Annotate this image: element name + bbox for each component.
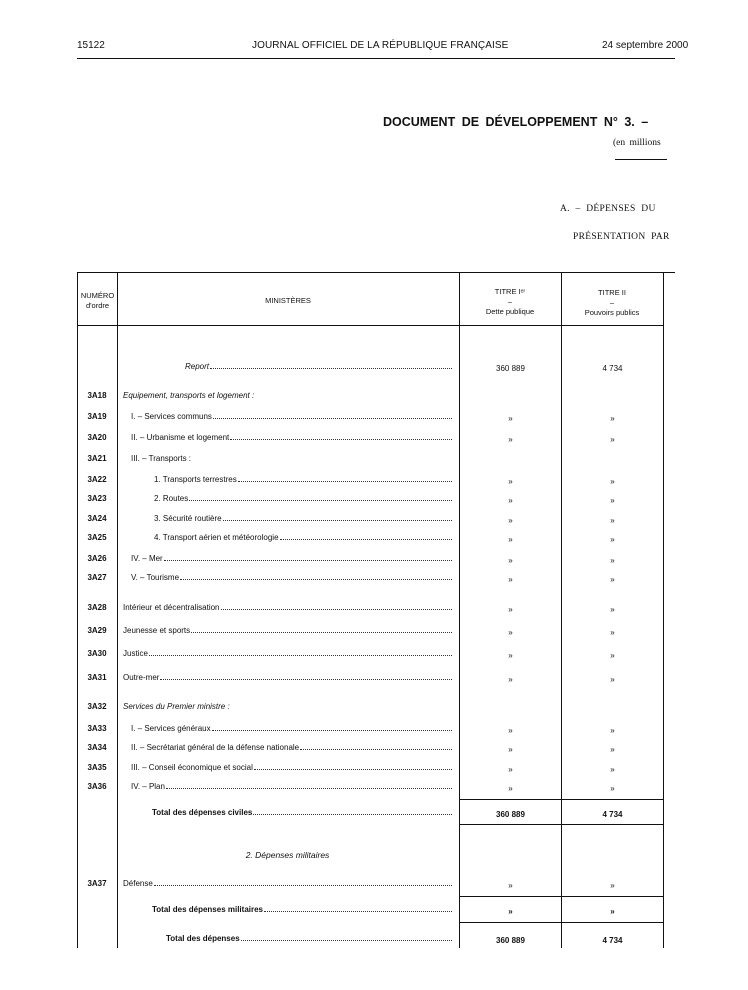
- row-code: 3A31: [87, 673, 107, 682]
- leader-dots: [241, 940, 452, 941]
- total-militaires-top-rule: [459, 896, 663, 897]
- row-code: 3A33: [87, 724, 107, 733]
- cell-titre2: »: [610, 575, 615, 584]
- row-label-text: I. – Services généraux: [131, 724, 211, 733]
- header-titre2-sub: Pouvoirs publics: [584, 308, 640, 317]
- leader-dots: [223, 520, 452, 521]
- units-rule: [615, 159, 667, 160]
- leader-dots: [238, 481, 452, 482]
- cell-titre2: 4 734: [602, 936, 623, 945]
- cell-titre1: »: [508, 477, 513, 486]
- leader-dots: [264, 911, 452, 912]
- row-label-text: 4. Transport aérien et météorologie: [154, 533, 279, 542]
- cell-titre2: »: [610, 477, 615, 486]
- row-label: [123, 673, 452, 682]
- cell-titre1: »: [508, 535, 513, 544]
- row-label: [131, 763, 452, 772]
- cell-titre1: 360 889: [496, 364, 525, 373]
- table-header-rule: [77, 325, 663, 326]
- row-label: [118, 850, 458, 860]
- leader-dots: [230, 439, 452, 440]
- row-code: 3A29: [87, 626, 107, 635]
- row-label: [123, 603, 452, 612]
- cell-titre1: »: [508, 726, 513, 735]
- cell-titre1: »: [508, 605, 513, 614]
- row-label: [154, 475, 452, 484]
- cell-titre2: »: [610, 435, 615, 444]
- row-code: 3A36: [87, 782, 107, 791]
- cell-titre1: »: [508, 575, 513, 584]
- journal-title: JOURNAL OFFICIEL DE LA RÉPUBLIQUE FRANÇAISE: [252, 40, 509, 51]
- document-title: DOCUMENT DE DÉVELOPPEMENT N° 3. –: [383, 115, 649, 129]
- section-title: A. – DÉPENSES DU: [560, 204, 656, 214]
- leader-dots: [191, 632, 452, 633]
- row-code: 3A23: [87, 494, 107, 503]
- row-label-text: Outre-mer: [123, 673, 160, 682]
- units-note: (en millions: [613, 138, 661, 148]
- cell-titre2: 4 734: [602, 810, 623, 819]
- cell-titre1: »: [508, 675, 513, 684]
- row-label: [123, 391, 452, 400]
- row-code: 3A19: [87, 412, 107, 421]
- cell-titre1: »: [508, 435, 513, 444]
- row-label-text: 1. Transports terrestres: [154, 475, 237, 484]
- row-code: 3A20: [87, 433, 107, 442]
- cell-titre2: »: [610, 535, 615, 544]
- leader-dots: [221, 609, 453, 610]
- leader-dots: [180, 579, 452, 580]
- cell-titre1: »: [508, 651, 513, 660]
- row-label-text: Equipement, transports et logement :: [123, 391, 255, 400]
- header-titre2-dash: –: [609, 298, 615, 307]
- row-label-text: Intérieur et décentralisation: [123, 603, 220, 612]
- leader-dots: [212, 730, 452, 731]
- row-label-text: 2. Dépenses militaires: [245, 850, 330, 860]
- row-label-text: Report: [185, 362, 210, 371]
- row-code: 3A37: [87, 879, 107, 888]
- row-label-text: III. – Transports :: [131, 454, 192, 463]
- leader-dots: [254, 769, 452, 770]
- table-top-rule: [77, 272, 675, 273]
- row-label: [154, 514, 452, 523]
- cell-titre1: »: [508, 496, 513, 505]
- presentation-title: PRÉSENTATION PAR: [573, 232, 670, 242]
- row-label-text: Total des dépenses militaires: [152, 905, 264, 914]
- header-numero: NUMÉRO d'ordre: [80, 291, 115, 310]
- header-titre1-dash: –: [507, 297, 513, 306]
- publication-date: 24 septembre 2000: [602, 40, 689, 51]
- row-label-text: IV. – Plan: [131, 782, 165, 791]
- row-code: 3A30: [87, 649, 107, 658]
- cell-titre1: »: [508, 881, 513, 890]
- row-code: 3A35: [87, 763, 107, 772]
- cell-titre2: »: [610, 605, 615, 614]
- cell-titre2: »: [610, 745, 615, 754]
- row-label: [123, 879, 452, 888]
- cell-titre2: »: [610, 784, 615, 793]
- cell-titre2: »: [610, 907, 615, 916]
- leader-dots: [160, 679, 452, 680]
- cell-titre2: »: [610, 414, 615, 423]
- row-label-text: Jeunesse et sports: [123, 626, 191, 635]
- row-code: 3A21: [87, 454, 107, 463]
- cell-titre1: »: [508, 784, 513, 793]
- row-code: 3A26: [87, 554, 107, 563]
- cell-titre1: 360 889: [496, 936, 525, 945]
- leader-dots: [164, 560, 452, 561]
- leader-dots: [300, 749, 452, 750]
- leader-dots: [210, 368, 452, 369]
- column-divider-right: [663, 272, 664, 948]
- header-titre1-label: TITRE Iᵉʳ: [494, 287, 526, 296]
- row-label: [154, 533, 452, 542]
- leader-dots: [166, 788, 452, 789]
- row-label-text: Services du Premier ministre :: [123, 702, 230, 711]
- row-label: [152, 808, 452, 817]
- row-code: 3A27: [87, 573, 107, 582]
- row-label: [131, 573, 452, 582]
- header-titre1-sub: Dette publique: [485, 307, 535, 316]
- row-label: [185, 362, 452, 371]
- cell-titre1: »: [508, 516, 513, 525]
- cell-titre1: »: [508, 745, 513, 754]
- row-label: [131, 782, 452, 791]
- page-number: 15122: [77, 40, 105, 51]
- row-label: [131, 743, 452, 752]
- total-civiles-top-rule: [459, 799, 663, 800]
- row-label: [131, 454, 452, 463]
- header-titre1: [460, 287, 560, 317]
- row-label-text: III. – Conseil économique et social: [131, 763, 253, 772]
- row-code: 3A34: [87, 743, 107, 752]
- cell-titre1: »: [508, 556, 513, 565]
- header-titre2-label: TITRE II: [598, 288, 626, 297]
- row-code: 3A18: [87, 391, 107, 400]
- column-divider-numero: [117, 272, 118, 948]
- cell-titre2: 4 734: [602, 364, 623, 373]
- row-label-text: 3. Sécurité routière: [154, 514, 222, 523]
- row-label: [131, 433, 452, 442]
- cell-titre2: »: [610, 881, 615, 890]
- total-militaires-bottom-rule: [459, 922, 663, 923]
- row-label: [123, 702, 452, 711]
- row-label-text: 2. Routes: [154, 494, 189, 503]
- leader-dots: [149, 655, 452, 656]
- leader-dots: [213, 418, 452, 419]
- row-label-text: Total des dépenses civiles: [152, 808, 253, 817]
- row-label: [123, 649, 452, 658]
- cell-titre2: »: [610, 556, 615, 565]
- row-code: 3A25: [87, 533, 107, 542]
- cell-titre1: »: [508, 628, 513, 637]
- row-label-text: II. – Secrétariat général de la défense nationale: [131, 743, 300, 752]
- row-label-text: II. – Urbanisme et logement: [131, 433, 230, 442]
- leader-dots: [189, 500, 452, 501]
- row-label: [131, 724, 452, 733]
- row-code: 3A24: [87, 514, 107, 523]
- row-label-text: V. – Tourisme: [131, 573, 180, 582]
- row-label-text: Défense: [123, 879, 153, 888]
- row-code: 3A22: [87, 475, 107, 484]
- cell-titre2: »: [610, 765, 615, 774]
- row-label-text: Justice: [123, 649, 148, 658]
- cell-titre2: »: [610, 628, 615, 637]
- row-label-text: Total des dépenses: [166, 934, 240, 943]
- row-code: 3A32: [87, 702, 107, 711]
- leader-dots: [280, 539, 452, 540]
- cell-titre2: »: [610, 651, 615, 660]
- leader-dots: [253, 814, 452, 815]
- row-label: [131, 412, 452, 421]
- row-label: [131, 554, 452, 563]
- cell-titre2: »: [610, 496, 615, 505]
- cell-titre1: 360 889: [496, 810, 525, 819]
- cell-titre1: »: [508, 907, 513, 916]
- row-label: [123, 626, 452, 635]
- row-label-text: I. – Services communs: [131, 412, 212, 421]
- header-rule: [77, 58, 675, 59]
- cell-titre1: »: [508, 765, 513, 774]
- leader-dots: [154, 885, 452, 886]
- header-ministeres: MINISTÈRES: [265, 296, 311, 305]
- row-label: [152, 905, 452, 914]
- row-label: [166, 934, 452, 943]
- row-label: [154, 494, 452, 503]
- total-civiles-bottom-rule: [459, 824, 663, 825]
- cell-titre2: »: [610, 675, 615, 684]
- row-code: 3A28: [87, 603, 107, 612]
- row-label-text: IV. – Mer: [131, 554, 163, 563]
- header-titre2: [562, 288, 662, 318]
- cell-titre1: »: [508, 414, 513, 423]
- cell-titre2: »: [610, 726, 615, 735]
- cell-titre2: »: [610, 516, 615, 525]
